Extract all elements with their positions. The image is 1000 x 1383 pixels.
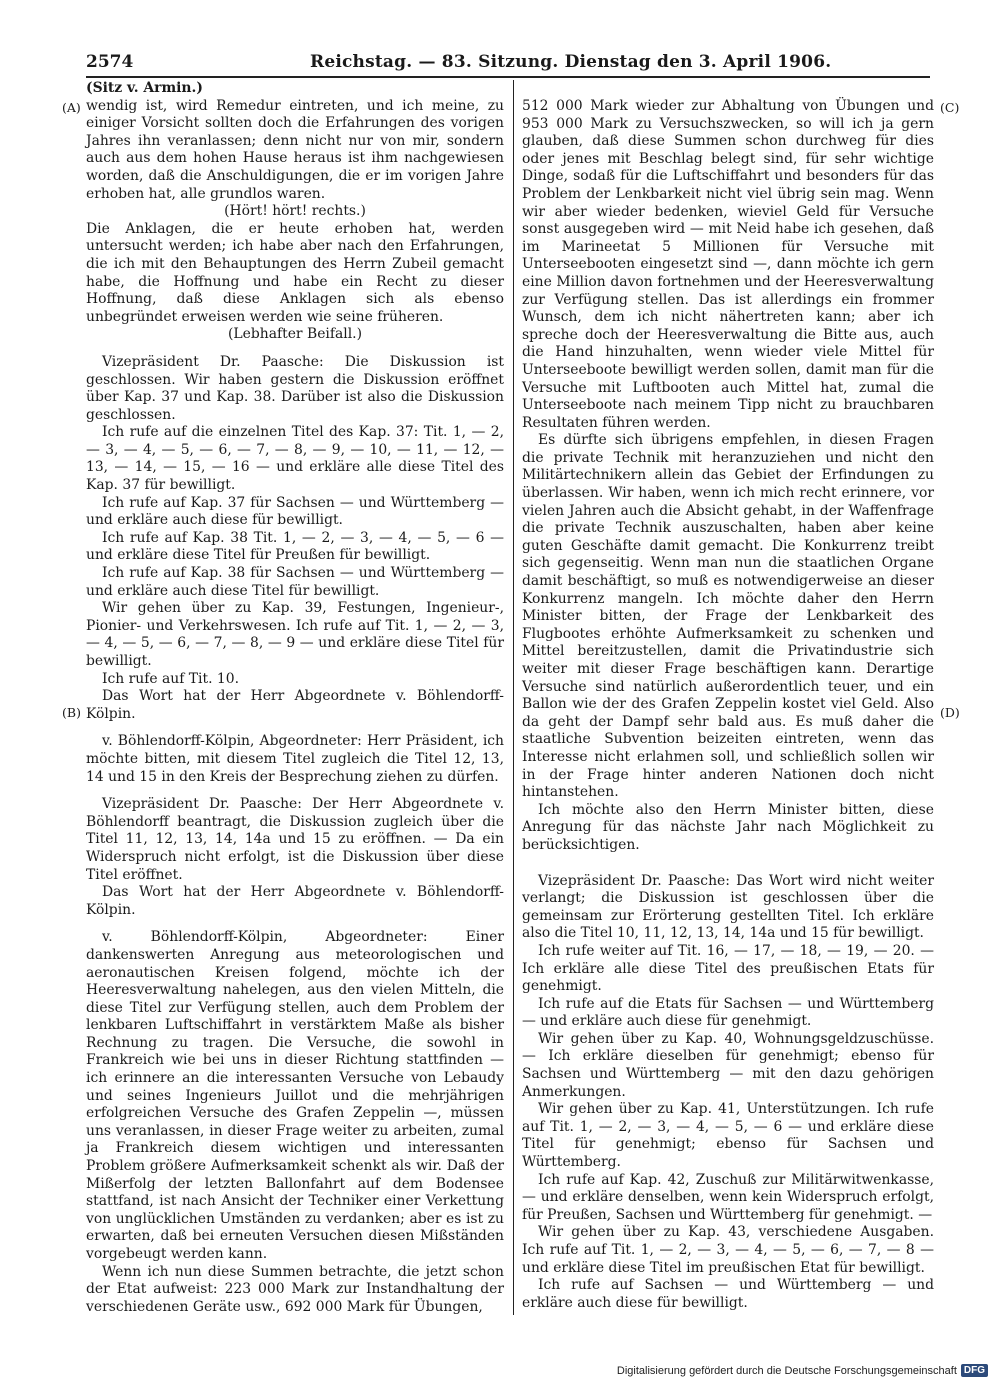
paragraph: Wir gehen über zu Kap. 40, Wohnungsgeldzuschüsse. — Ich erkläre dieselben für genehmigt; ebenso für Sachsen und Württemberg — mit den dazu gehörigen Anmerkungen. [522, 1030, 934, 1100]
paragraph: Vizepräsident Dr. Paasche: Das Wort wird nicht weiter verlangt; die Diskussion ist geschlossen über die gemeinsam zur Erörterung gestellten Titel. Ich erkläre also die Titel 10, 11, 12, 13, 14, 14a und 15 für bewilligt. [522, 872, 934, 942]
interjection: (Hört! hört! rechts.) [224, 203, 366, 220]
paragraph: Es dürfte sich übrigens empfehlen, in diesen Fragen die private Technik mit heranzuziehen und nicht den Militärtechnikern allein das Gebiet der Erfindungen zu überlassen. Wir haben, wenn ich mich recht erinnere, vor vielen Jahren auch die Absicht gehabt, in der Waffenfrage die private Technik auszuschalten, haben aber keine guten Geschäfte damit gemacht. Die Konkurrenz treibt sich gegenseitig. Wenn man nun die staatlichen Organe damit beschäftigt, so muß es notwendigerweise an dieser Konkurrenz mangeln. Ich möchte daher den Herrn Minister bitten, der Frage der Lenkbarkeit des Flugbootes erhöhte Aufmerksamkeit zu schenken und Mittel bereitzustellen, damit die Privatindustrie sich weiter mit dieser Frage beschäftigen kann. Derartige Versuche sind natürlich außerordentlich teuer, und ein Ballon wie der des Grafen Zeppelin kostet viel Geld. Also da geht der Dampf sehr bald aus. Es muß daher die staatliche Subvention beizeiten eintreten, wenn das Interesse nicht erlahmen soll, und schließlich sollen wir in der Frage hinter anderen Nationen doch nicht hintanstehen. [522, 432, 934, 801]
column-divider [513, 80, 514, 1315]
paragraph: Ich rufe weiter auf Tit. 16, — 17, — 18, — 19, — 20. — Ich erkläre alle diese Titel des preußischen Etats für genehmigt. [522, 942, 934, 995]
paragraph: v. Böhlendorff-Kölpin, Abgeordneter: Herr Präsident, ich möchte bitten, mit diesem Titel zugleich die Titel 12, 13, 14 und 15 in den Kreis der Besprechung ziehen zu dürfen. [86, 733, 504, 785]
margin-mark-b: (B) [62, 705, 81, 720]
paragraph: Ich rufe auf Tit. 10. [102, 670, 239, 687]
paragraph: v. Böhlendorff-Kölpin, Abgeordneter: Einer dankenswerten Anregung aus meteorologischen und aeronautischen Kreisen folgend, möchte ich der Heeresverwaltung nahelegen, aus den vielen Mitteln, die diese Titel zur Verfügung stellen, auch dem Problem der lenkbaren Luftschiffahrt in verstärktem Maße als bisher Rechnung zu tragen. Die Versuche, die sowohl in Frankreich wie bei uns in dieser Richtung stattfinden — ich erinnere an die interessanten Versuche von Lebaudy und seines Ingenieurs Juillot und die mehrjährigen erfolgreichen Versuche des Grafen Zeppelin —, müssen uns veranlassen, in dieser Frage weiter zu arbeiten, zumal ja Frankreich diesem wichtigen und interessanten Problem größere Aufmerksamkeit schenkt als wir. Daß der Mißerfolg der letzten Ballonfahrt auf dem Bodensee stattfand, ist nach Ansicht der Techniker einer Verkettung von unglücklichen Umständen zu verdanken; aber es ist zu erwarten, daß bei erneuten Versuchen diesen Mißständen vorgebeugt werden kann. [86, 929, 504, 1262]
page-number: 2574 [86, 52, 134, 72]
running-head: Reichstag. — 83. Sitzung. Dienstag den 3. April 1906. [310, 52, 832, 72]
paragraph: wendig ist, wird Remedur eintreten, und ich meine, zu einiger Vorsicht sollten doch die Erfahrungen des vorigen Jahres ihn veranlassen; denn nicht nur von mir, sondern auch aus dem hohen Hause heraus ist ihm nachgewiesen worden, daß die Anschuldigungen, die er im vorigen Jahre erhoben hat, alle grundlos waren. [86, 97, 504, 202]
interjection: (Lebhafter Beifall.) [228, 326, 362, 343]
paragraph: Ich rufe auf die einzelnen Titel des Kap. 37: Tit. 1, — 2, — 3, — 4, — 5, — 6, — 7, — 8, — 9, — 10, — 11, — 12, — 13, — 14, — 15, — 16 — und erkläre alle diese Titel des Kap. 37 für bewilligt. [86, 424, 504, 494]
paragraph: 512 000 Mark wieder zur Abhaltung von Übungen und 953 000 Mark zu Versuchszwecken, so will ich ja gern glauben, daß diese Summen schon durchweg für dies oder jenes mit Beschlag belegt sind, für sehr wichtige Dinge, sodaß für die Luftschiffahrt und besonders für das Problem der Lenkbarkeit nicht viel übrig sein mag. Wenn wir aber wieder bedenken, wieviel Geld für Versuche sonst ausgegeben wird — mit Neid habe ich gesehen, daß im Marineetat 5 Millionen für Versuche mit Unterseebooten eingesetzt sind —, dann möchte ich gern eine Million davon fortnehmen und der Heeresverwaltung zur Verfügung stellen. Das ist allerdings ein frommer Wunsch, dem ich nicht nähertreten kann; aber ich spreche doch der Heeresverwaltung die Bitte aus, auch die Hand hinzuhalten, wenn wieder viele Mittel für Unterseeboote bewilligt werden sollen, damit man für die Versuche mit Luftbooten auch Mittel hat, zumal die Unterseeboote nach meinem Tipp nicht zu brauchbaren Resultaten führen werden. [522, 98, 934, 431]
paragraph: Ich möchte also den Herrn Minister bitten, diese Anregung für das nächste Jahr nach Möglichkeit zu berücksichtigen. [522, 801, 934, 853]
footer [617, 1364, 988, 1377]
right-column [522, 98, 934, 1312]
speaker-note: (Sitz v. Armin.) [86, 80, 203, 96]
paragraph: Wir gehen über zu Kap. 43, verschiedene Ausgaben. Ich rufe auf Tit. 1, — 2, — 3, — 4, — 5, — 6, — 7, — 8 — und erkläre diese Titel im preußischen Etat für bewilligt. [522, 1224, 934, 1276]
margin-mark-d: (D) [940, 705, 960, 720]
footer-credit: Digitalisierung gefördert durch die Deutsche Forschungsgemeinschaft [616, 1364, 957, 1377]
paragraph: Ich rufe auf Kap. 42, Zuschuß zur Militärwitwenkasse, — und erkläre denselben, wenn kein Widerspruch erfolgt, für Preußen, Sachsen und Württemberg für genehmigt. — [522, 1171, 934, 1223]
paragraph: Ich rufe auf die Etats für Sachsen — und Württemberg — und erkläre auch diese für genehmigt. [522, 995, 934, 1030]
paragraph: Ich rufe auf Kap. 38 für Sachsen — und Württemberg — und erkläre auch diese Titel für bewilligt. [86, 565, 504, 599]
paragraph: Wenn ich nun diese Summen betrachte, die jetzt schon der Etat aufweist: 223 000 Mark zur Instandhaltung der verschiedenen Geräte usw., 692 000 Mark für Übungen, [86, 1263, 504, 1315]
margin-mark-c: (C) [940, 100, 960, 115]
paragraph: Vizepräsident Dr. Paasche: Der Herr Abgeordnete v. Böhlendorff beantragt, die Diskussion zugleich über die Titel 11, 12, 13, 14, 14a und 15 zu eröffnen. — Da ein Widerspruch nicht erfolgt, ist die Diskussion über diese Titel eröffnet. [86, 796, 504, 883]
margin-mark-a: (A) [62, 100, 81, 115]
header-rule [86, 76, 930, 78]
paragraph: Das Wort hat der Herr Abgeordnete v. Böhlendorff-Kölpin. [86, 884, 504, 918]
paragraph: Vizepräsident Dr. Paasche: Die Diskussion ist geschlossen. Wir haben gestern die Diskussion eröffnet über Kap. 37 und Kap. 38. Darüber ist also die Diskussion geschlossen. [86, 353, 504, 423]
paragraph: Ich rufe auf Sachsen — und Württemberg — und erkläre auch diese für bewilligt. [522, 1277, 934, 1311]
paragraph: Wir gehen über zu Kap. 39, Festungen, Ingenieur-, Pionier- und Verkehrswesen. Ich rufe auf Tit. 1, — 2, — 3, — 4, — 5, — 6, — 7, — 8, — 9 — und erkläre diese Titel für bewilligt. [86, 600, 504, 669]
dfg-logo-icon: DFG [961, 1364, 988, 1377]
left-column [86, 80, 504, 1316]
paragraph: Ich rufe auf Kap. 37 für Sachsen — und Württemberg — und erkläre auch diese für bewilligt. [86, 494, 504, 529]
paragraph: Wir gehen über zu Kap. 41, Unterstützungen. Ich rufe auf Tit. 1, — 2, — 3, — 4, — 5, — 6 — und erkläre diese Titel für genehmigt; ebenso für Sachsen und Württemberg. [522, 1101, 934, 1171]
paragraph: Die Anklagen, die er heute erhoben hat, werden untersucht werden; ich habe aber nach den Erfahrungen, die ich mit den Behauptungen des Herrn Zubeil gemacht habe, die Hoffnung und habe ein Recht zu dieser Hoffnung, daß diese Anklagen sich als ebenso unbegründet erweisen werden wie seine früheren. [86, 220, 504, 325]
paragraph: Ich rufe auf Kap. 38 Tit. 1, — 2, — 3, — 4, — 5, — 6 — und erkläre diese Titel für Preußen für bewilligt. [86, 529, 504, 564]
paragraph: Das Wort hat der Herr Abgeordnete v. Böhlendorff-Kölpin. [86, 688, 504, 722]
